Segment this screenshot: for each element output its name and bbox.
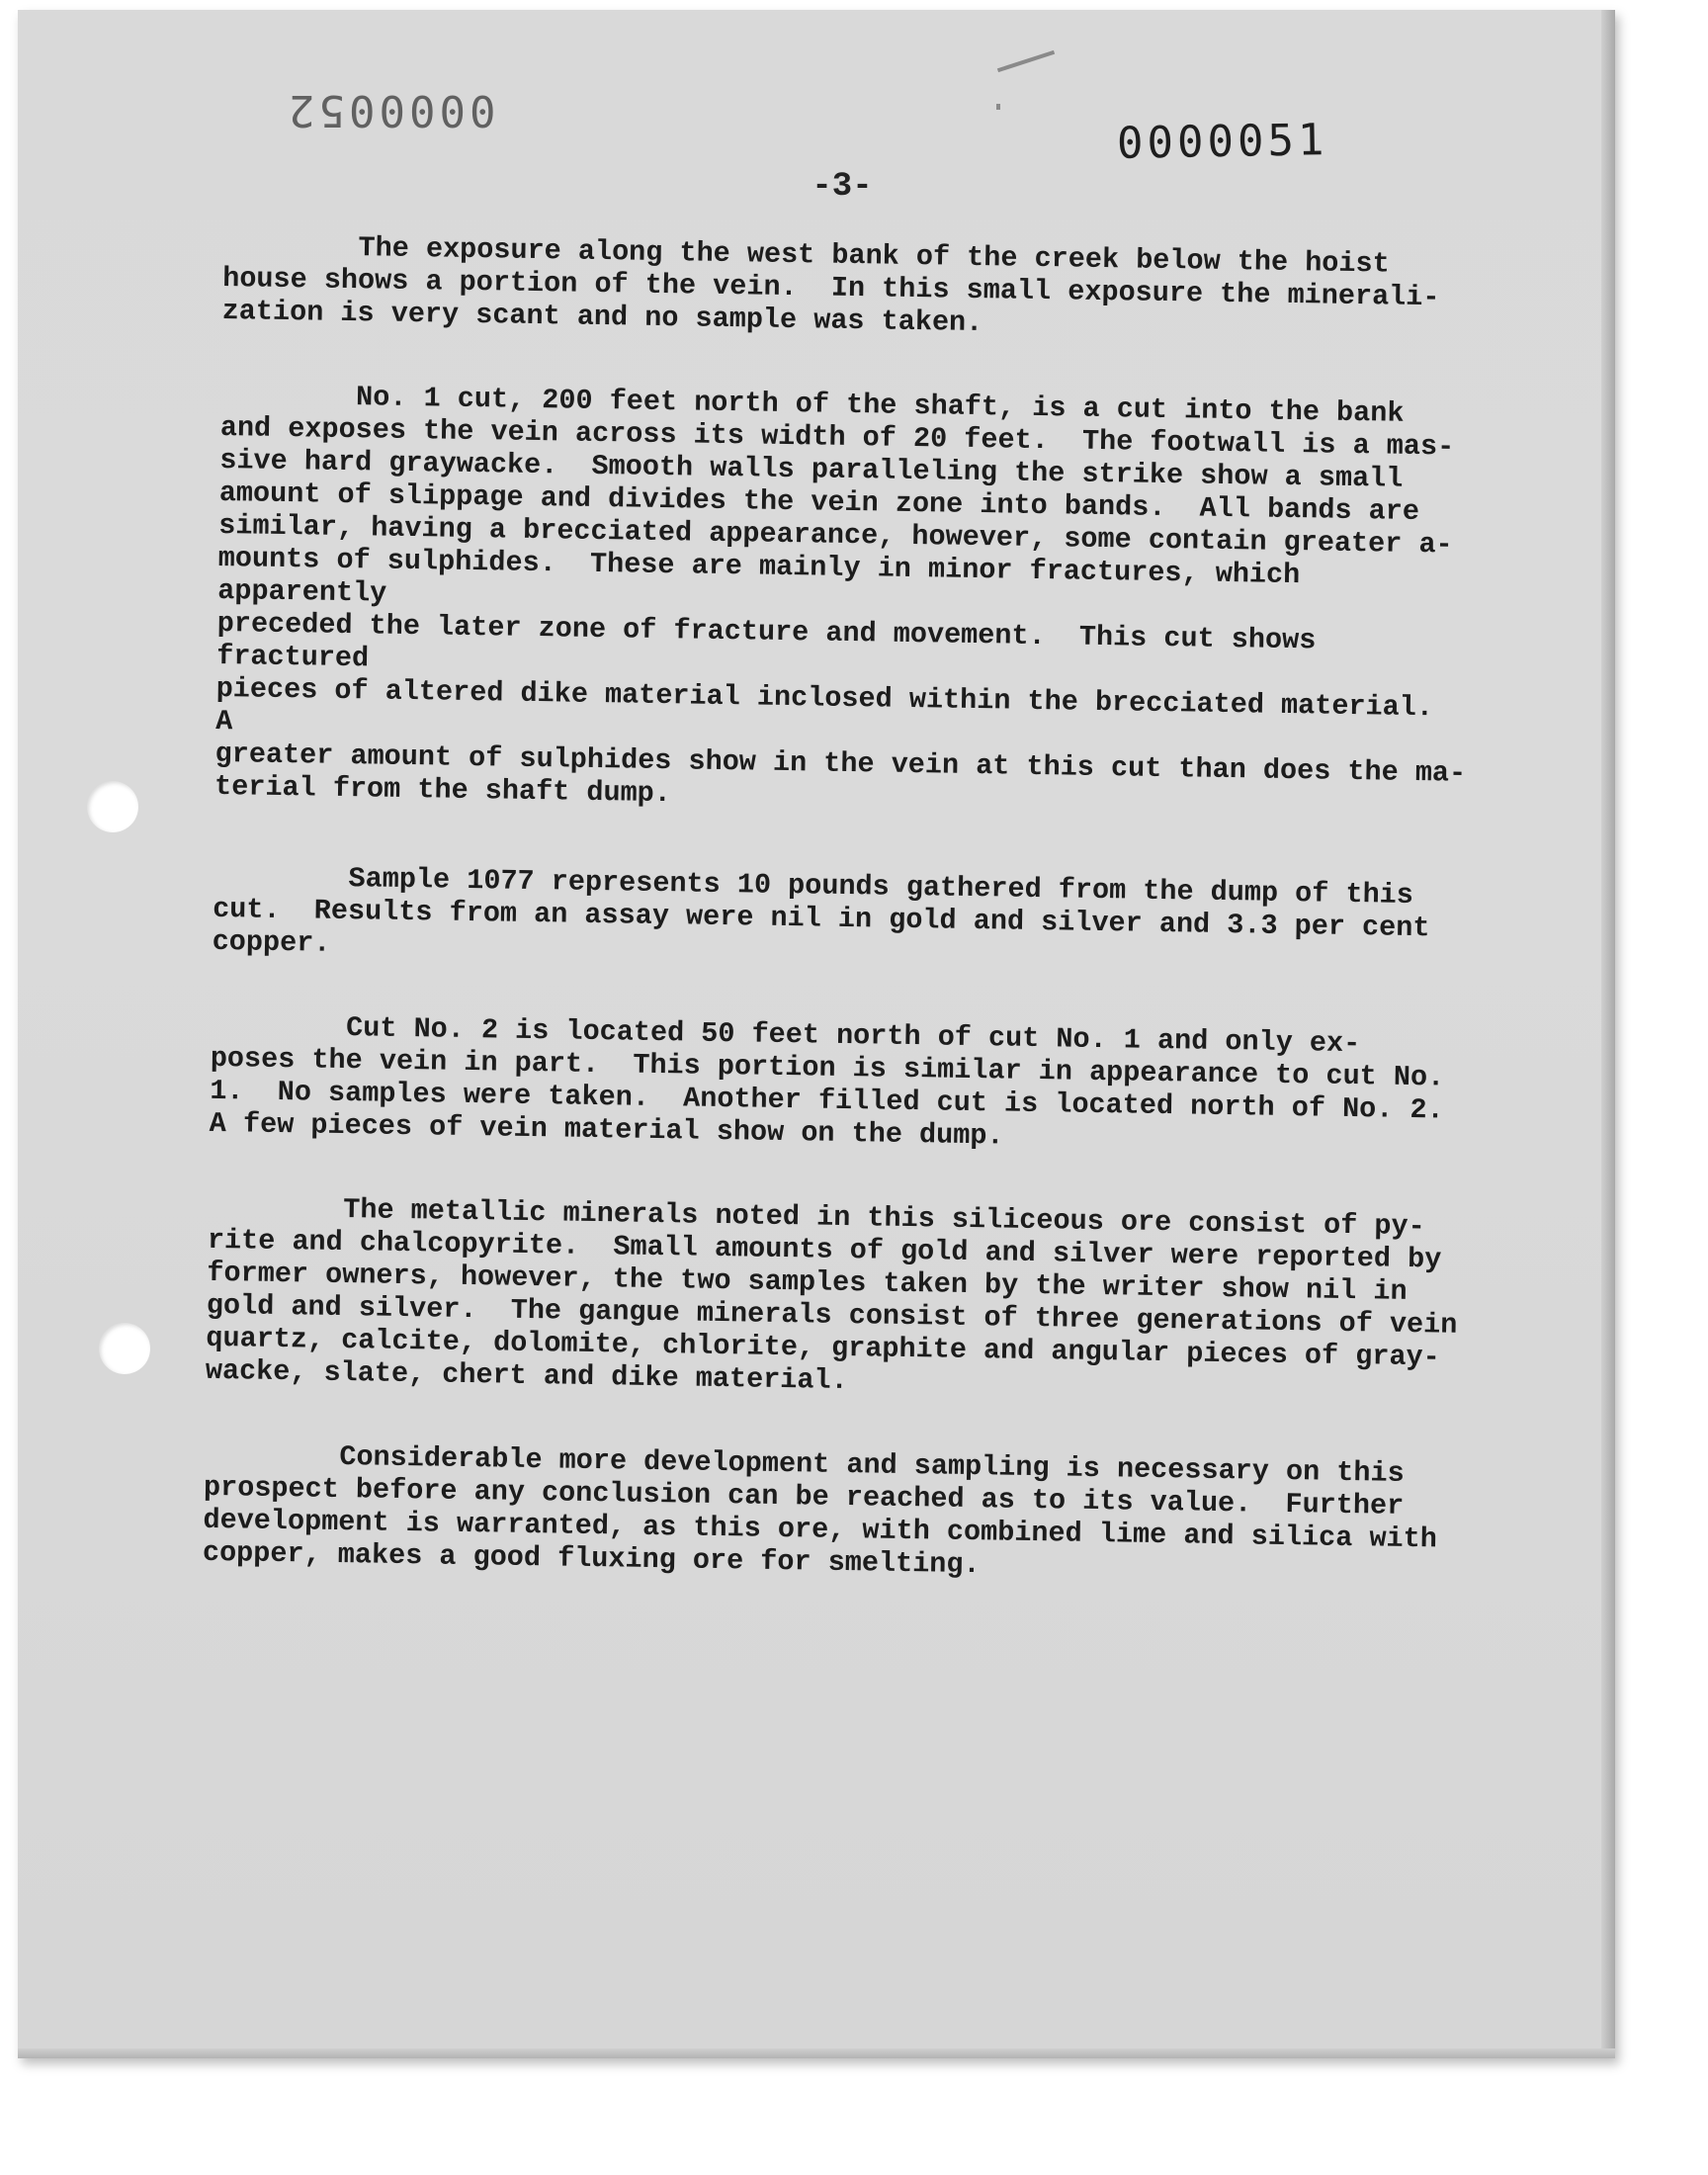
stray-mark — [997, 50, 1055, 72]
paragraph-creek-exposure: The exposure along the west bank of the creek below the hoist house shows a portion of the vein. In this small exposure the minerali- zation is very scant and no sample was taken. — [221, 229, 1440, 340]
punch-hole-upper — [87, 781, 138, 832]
paragraph-cut-no-2: Cut No. 2 is located 50 feet north of cut No. 1 and only ex- poses the vein in part. This portion is similar in appearance to cut No. 1. No samples were taken. Another filled cut is located north of No. 2. A few pieces of vein material show on the dump. — [209, 1008, 1445, 1153]
document-body — [202, 229, 1489, 1640]
document-page — [18, 10, 1615, 2058]
stray-dot — [996, 104, 1000, 110]
paragraph-metallic-minerals: The metallic minerals noted in this siliceous ore consist of py- rite and chalcopyrite. Small amounts of gold and silver were reported by former owners, however, the two samples taken by the writer show nil in gold and silver. The gangue minerals consist of three generations of vein quartz, calcite, dolomite, chlorite, graphite and angular pieces of gray- wacke, slate, chert and dike material. — [205, 1190, 1458, 1398]
paragraph-sample-1077: Sample 1077 represents 10 pounds gathered from the dump of this cut. Results from an assay were nil in gold and silver and 3.3 per cent copper. — [212, 859, 1430, 960]
punch-hole-lower — [99, 1323, 150, 1374]
bleed-through-stamp-number: 0000052 — [285, 85, 496, 135]
page-edge-shadow — [1601, 10, 1615, 2058]
paragraph-conclusion: Considerable more development and sampling is necessary on this prospect before any conclusion can be reached as to its value. Further development is warranted, as this ore, with combined lime and silica with copper, makes a good fluxing ore for smelting. — [202, 1437, 1438, 1582]
document-stamp-number: 0000051 — [1116, 115, 1328, 169]
page-bottom-edge — [18, 2048, 1615, 2058]
page-number: -3- — [811, 168, 873, 206]
paragraph-cut-no-1: No. 1 cut, 200 feet north of the shaft, is a cut into the bank and exposes the vein across its width of 20 feet. The footwall is a mas- sive hard graywacke. Smooth walls paralleling the strike show a small amount of slippage and divides the vein zone into bands. All bands are similar, having a brecciated appearance, however, some contain greater a- mounts of sulphides. These are mainly in minor fractures, which apparently preceded the later zone of fracture and movement. This cut shows fractured pieces of altered dike material inclosed within the brecciated material. A greater amount of sulphides show in the vein at this cut than does the ma- terial from the shaft dump. — [214, 378, 1468, 811]
